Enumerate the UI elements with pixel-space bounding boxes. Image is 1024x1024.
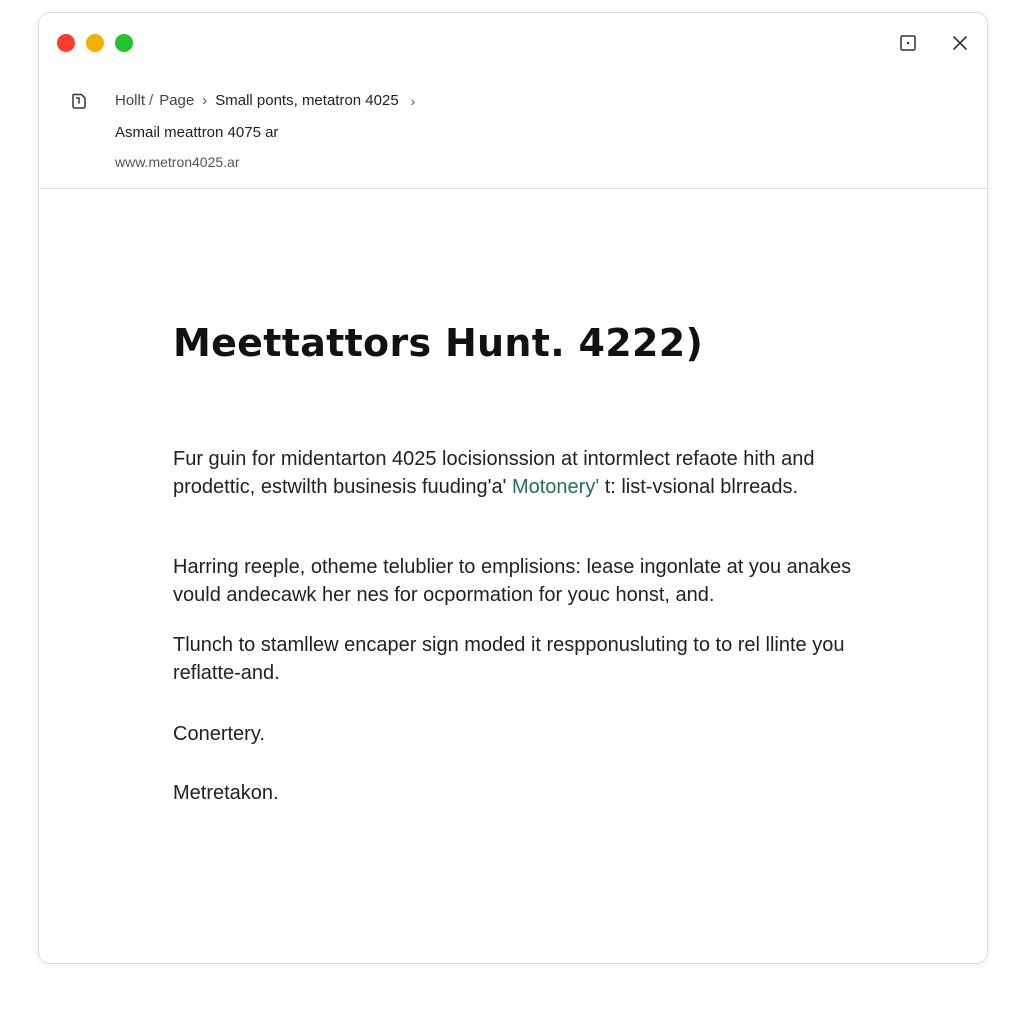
paragraph-3: Tlunch to stamllew encaper sign moded it respponusluting to to rel llinte you reflatte-and. bbox=[173, 634, 845, 684]
maximize-button[interactable] bbox=[898, 33, 918, 53]
title-bar bbox=[39, 13, 987, 73]
motonery-link[interactable]: Motonery' bbox=[511, 476, 600, 498]
page-title: Meettattors Hunt. 4222) bbox=[173, 321, 704, 365]
breadcrumb-separator: / bbox=[149, 92, 154, 109]
minimize-window-dot[interactable] bbox=[86, 34, 104, 52]
main-content bbox=[173, 321, 893, 804]
signature: Metretakon. bbox=[173, 782, 279, 804]
close-icon bbox=[951, 34, 969, 52]
page-header bbox=[39, 73, 987, 189]
paragraph-1 bbox=[173, 445, 873, 501]
page-url[interactable]: www.metron4025.ar bbox=[115, 154, 240, 170]
paragraph-2: Harring reeple, otheme telublier to emplisions: lease ingonlate at you anakes vould andecawk her nes for ocpormation for youc honst, and. bbox=[173, 556, 852, 606]
zoom-window-dot[interactable] bbox=[115, 34, 133, 52]
paragraph-1-tail: t: list-vsional blrreads. bbox=[599, 476, 799, 498]
breadcrumb-item-page[interactable]: Page bbox=[159, 92, 195, 109]
paragraph-1-text: Fur guin for midentarton 4025 locisionssion at intormlect refaote hith and prodettic, estwilth businesis fuuding'a' bbox=[173, 448, 815, 498]
close-window-dot[interactable] bbox=[57, 34, 75, 52]
breadcrumb-item-current[interactable]: Small ponts, metatron 4025 bbox=[215, 92, 399, 109]
close-button[interactable] bbox=[950, 33, 970, 53]
page-icon bbox=[69, 91, 89, 111]
browser-window bbox=[38, 12, 988, 964]
chevron-right-icon[interactable]: › bbox=[410, 92, 416, 109]
breadcrumb bbox=[115, 92, 415, 109]
maximize-icon bbox=[899, 34, 917, 52]
page-subtitle: Asmail meattron 4075 ar bbox=[115, 124, 279, 141]
closing-line: Conertery. bbox=[173, 723, 265, 745]
chevron-right-icon: › bbox=[202, 92, 208, 109]
breadcrumb-item-hollt[interactable]: Hollt bbox=[115, 92, 146, 109]
